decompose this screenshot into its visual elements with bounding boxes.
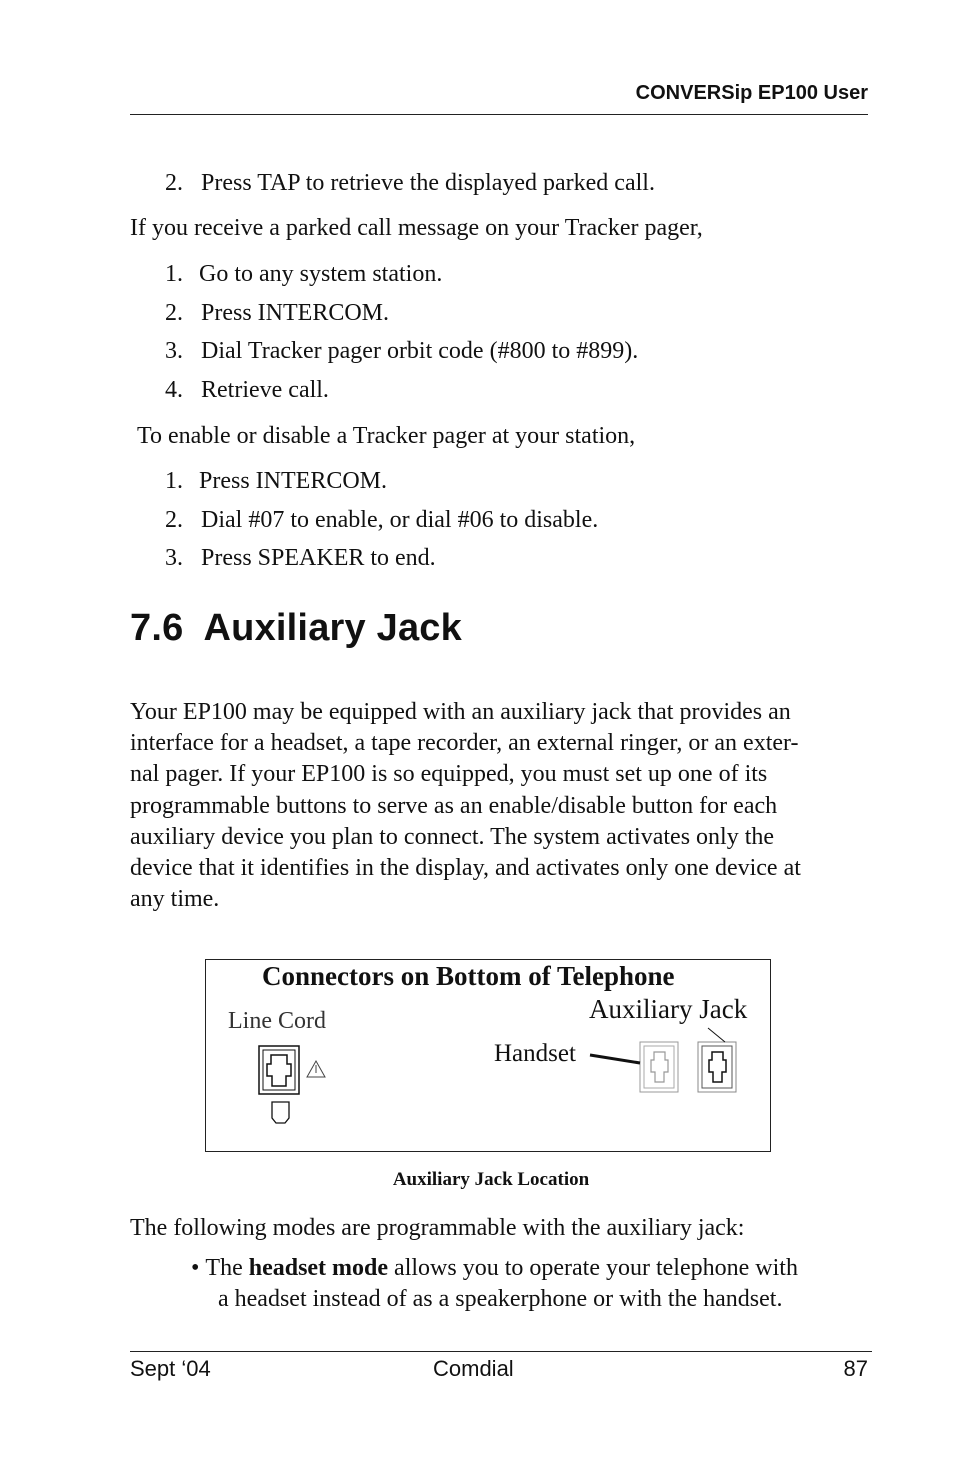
bullet-item-continuation: a headset instead of as a speakerphone or with the handset. <box>218 1286 783 1312</box>
auxiliary-jack-icon <box>698 1042 736 1092</box>
aux-leader-line <box>708 1028 725 1042</box>
auxiliary-jack-label: Auxiliary Jack <box>589 994 748 1024</box>
list-item: 4. Retrieve call. <box>165 377 329 403</box>
list-item: 2. Dial #07 to enable, or dial #06 to disable. <box>165 507 599 533</box>
line-cord-jack-icon <box>259 1046 299 1094</box>
handset-jack-icon <box>640 1042 678 1092</box>
list-item: 2. Press TAP to retrieve the displayed parked call. <box>165 170 655 196</box>
modes-intro: The following modes are programmable with the auxiliary jack: <box>130 1215 745 1241</box>
footer-date: Sept ‘04 <box>130 1356 211 1381</box>
page-number: 87 <box>843 1356 868 1381</box>
handset-label: Handset <box>494 1040 576 1067</box>
figure-caption: Auxiliary Jack Location <box>392 1169 590 1190</box>
enable-intro: To enable or disable a Tracker pager at your station, <box>137 423 636 449</box>
tracker-intro: If you receive a parked call message on your Tracker pager, <box>130 215 703 241</box>
list-item: 1. Go to any system station. <box>165 261 443 287</box>
line-cord-plug-icon <box>272 1102 289 1123</box>
footer-rule <box>130 1351 872 1352</box>
line-cord-label: Line Cord <box>228 1008 326 1034</box>
list-item: 3. Dial Tracker pager orbit code (#800 to #899). <box>165 338 639 364</box>
handset-leader-line <box>590 1055 640 1063</box>
running-header: CONVERSip EP100 User <box>635 82 868 104</box>
warning-icon <box>307 1061 325 1077</box>
list-item: 1. Press INTERCOM. <box>165 468 388 494</box>
connector-figure <box>205 959 771 1152</box>
list-item: 3. Press SPEAKER to end. <box>165 545 436 571</box>
list-item: 2. Press INTERCOM. <box>165 300 390 326</box>
bullet-icon: • <box>191 1255 200 1281</box>
footer-company: Comdial <box>433 1356 514 1381</box>
header-rule <box>130 114 868 115</box>
bullet-item: • The headset mode allows you to operate your telephone with <box>191 1255 798 1281</box>
section-heading: 7.6 Auxiliary Jack <box>130 607 462 649</box>
figure-title: Connectors on Bottom of Telephone <box>262 961 675 991</box>
connector-drawing <box>206 960 772 1153</box>
body-paragraph: Your EP100 may be equipped with an auxiliary jack that provides an interface for a headset, a tape recorder, an external ringer, or an exter- nal pager. If your EP100 is so equipped, you must set up one of its programmable buttons to serve as an enable/disable button for each auxiliary device you plan to connect. The system activates only the device that it identifies in the display, and activates only one device at any time. <box>130 699 801 913</box>
